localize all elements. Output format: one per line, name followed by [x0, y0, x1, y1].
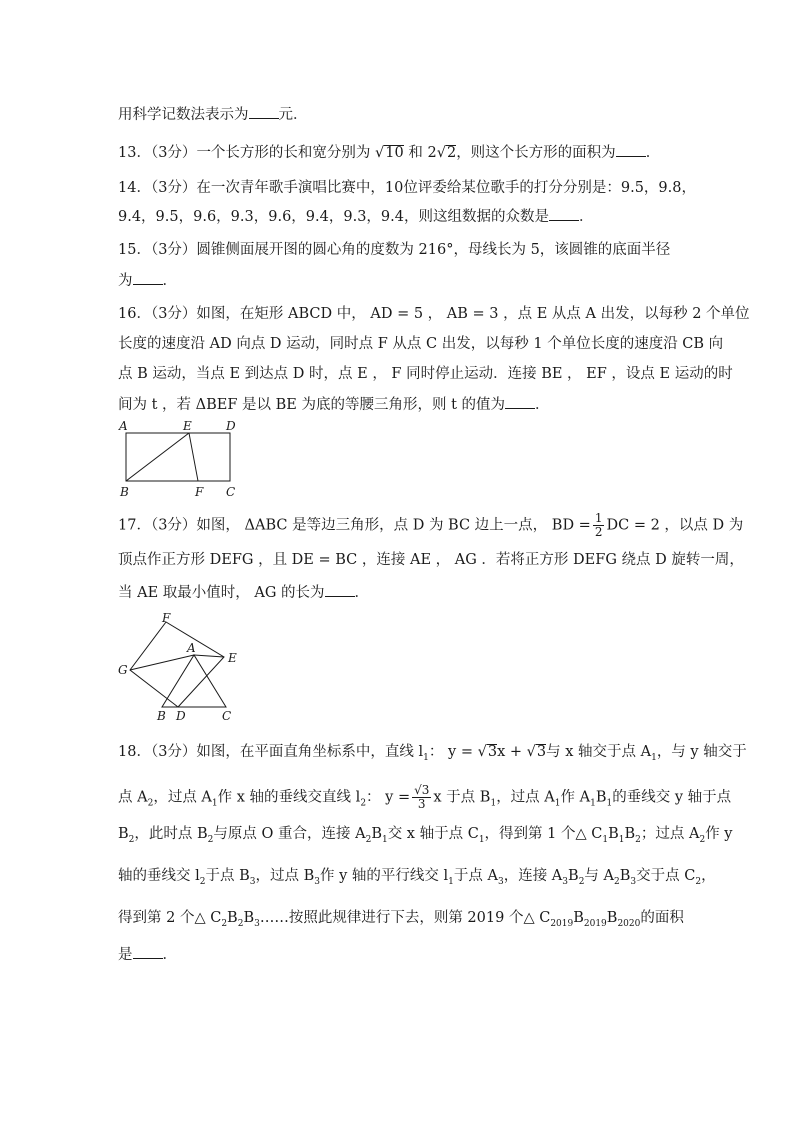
subscript: 1 — [490, 798, 497, 809]
subscript: 2 — [365, 834, 372, 845]
q18-text: 得到第 2 个△ C — [118, 910, 222, 926]
subscript: 1 — [590, 798, 596, 809]
q18-text: B — [118, 826, 129, 842]
subscript: 1 — [618, 834, 625, 845]
q15-line-2 — [118, 270, 177, 291]
q18-line-2 — [118, 784, 731, 813]
q13-and: 和 — [408, 145, 423, 161]
q18-text: x + — [497, 744, 522, 760]
q18-text: ……按照此规律进行下去，则第 2019 个△ C — [259, 910, 551, 926]
q18-text: ，与 y 轴交于 — [656, 744, 747, 760]
subscript: 1 — [606, 798, 613, 809]
q12-continuation — [118, 104, 308, 125]
q18-text: 的垂线交 y 轴于点 — [612, 789, 732, 806]
q18-text: 是 — [118, 947, 133, 963]
q18-text: 与原点 O 重合，连接 A — [213, 826, 366, 842]
q16-line-1: 16．（3分）如图，在矩形 ABCD 中， AD = 5 ， AB = 3 ，点 E 从点 A 出发，以每秒 2 个单位 — [118, 306, 750, 322]
q14-text: 9.4，9.5，9.6，9.3，9.6，9.4，9.3，9.4，则这组数据的众数是 — [118, 209, 549, 225]
label-b: B — [120, 485, 129, 499]
q18-text: 于点 A — [453, 868, 498, 884]
subscript: 1 — [381, 834, 388, 845]
subscript: 2 — [237, 918, 244, 929]
fraction-sqrt3-over-3 — [412, 784, 431, 811]
q18-text: 的面积 — [640, 910, 684, 926]
subscript: 2 — [147, 798, 154, 809]
subscript: 2 — [221, 918, 228, 929]
sqrt-3: 3 — [487, 744, 498, 760]
answer-blank[interactable] — [616, 142, 646, 157]
subscript: 1 — [554, 798, 561, 809]
subscript: 2019 — [583, 918, 607, 929]
q18-text: B — [619, 868, 631, 884]
q18-text: 与 x 轴交于点 A — [546, 744, 652, 760]
q14-end: ． — [578, 209, 594, 225]
q18-text: ： y = — [428, 744, 473, 760]
subscript: 2 — [360, 798, 367, 809]
q18-text: B — [243, 910, 255, 926]
triangle-abc — [162, 655, 226, 707]
q18-text: 交 x 轴于点 C — [387, 826, 479, 842]
q18-text: B — [624, 826, 636, 842]
q16-text: 间为 t ，若 ΔBEF 是以 BE 为底的等腰三角形，则 t 的值为 — [118, 397, 506, 413]
q18-text: ： y = — [366, 789, 411, 806]
segment-ae — [194, 655, 224, 657]
subscript: 1 — [448, 876, 454, 887]
subscript: 3 — [314, 876, 320, 887]
subscript: 2 — [695, 876, 702, 887]
answer-blank[interactable] — [133, 270, 163, 285]
q18-text: B — [371, 826, 382, 842]
triangle-square-figure — [114, 610, 244, 725]
coefficient-2: 2 — [427, 145, 437, 161]
q16-line-2: 长度的速度沿 AD 向点 D 运动，同时点 F 从点 C 出发，以每秒 1 个单位长度的速度沿 CB 向 — [118, 336, 724, 352]
q18-text: 点 A — [118, 789, 148, 806]
q18-text: ，过点 B — [255, 868, 315, 884]
square-defg — [130, 622, 224, 707]
label-d: D — [176, 709, 186, 723]
label-e: E — [183, 419, 192, 433]
subscript: 2019 — [550, 918, 574, 929]
q18-text: B — [595, 789, 607, 806]
sqrt-2: 2 — [446, 145, 457, 161]
label-d: D — [226, 419, 236, 433]
subscript: 3 — [630, 876, 637, 887]
q18-line-4 — [118, 866, 716, 892]
q18-text: 交于点 C — [636, 868, 696, 884]
label-b: B — [157, 709, 166, 723]
q18-text: B — [608, 826, 619, 842]
q18-text: ；过点 A — [640, 826, 700, 842]
subscript: 2 — [578, 876, 585, 887]
answer-blank[interactable] — [505, 394, 535, 409]
q18-text: 与 A — [584, 868, 615, 884]
label-f: F — [195, 485, 204, 499]
q18-line-1: 18．（3分）如图，在平面直角坐标系中，直线 $l_1$： y = √3x + √3与 x 轴交于点 $A_1$，与 y 轴交于 — [118, 744, 747, 763]
sqrt-3: 3 — [536, 744, 547, 760]
q18-text: ， — [701, 868, 716, 884]
q18-text: 18．（3分）如图，在平面直角坐标系中，直线 l — [118, 744, 424, 760]
q18-text: B — [573, 910, 584, 926]
label-a: A — [187, 641, 196, 655]
answer-blank[interactable] — [133, 944, 163, 959]
q13-text: 一个长方形的长和宽分别为 — [196, 145, 371, 161]
label-e: E — [228, 651, 237, 665]
subscript: 1 — [478, 834, 485, 845]
sqrt-10: 10 — [385, 145, 404, 161]
label-a: A — [119, 419, 128, 433]
q17-text: 当 AE 取最小值时， AG 的长为 — [118, 585, 325, 601]
subscript: 3 — [497, 876, 504, 887]
q18-text: 作 y 轴的平行线交 l — [319, 868, 449, 884]
q18-text: ，过点 A — [153, 789, 212, 806]
q17-text-b: DC = 2 ，以点 D 为 — [606, 517, 744, 534]
subscript: 2 — [635, 834, 641, 845]
q12-text: 用科学记数法表示为 — [118, 107, 249, 123]
subscript: 3 — [562, 876, 569, 887]
q13-number: 13．（3分） — [118, 145, 197, 161]
q16-end: ． — [535, 397, 550, 413]
segment-ef — [189, 433, 198, 481]
q13-text-2: ，则这个长方形的面积为 — [456, 145, 616, 161]
q18-text: B — [568, 868, 579, 884]
subscript: 1 — [423, 752, 429, 763]
subscript: 2 — [699, 834, 706, 845]
segment-be — [126, 433, 189, 481]
rectangle-abcd — [126, 433, 230, 481]
subscript: 1 — [651, 752, 657, 763]
subscript: 2 — [207, 834, 214, 845]
label-c: C — [226, 485, 236, 499]
question-13: 13．（3分）一个长方形的长和宽分别为 √10 和 2√2，则这个长方形的面积为 ． — [118, 142, 660, 163]
subscript: 3 — [254, 918, 260, 929]
q18-text: 轴的垂线交 l — [118, 868, 200, 884]
label-c: C — [222, 709, 232, 723]
fraction-numerator: 1 — [594, 511, 603, 525]
fraction-numerator: √3 — [414, 783, 430, 797]
fraction-half — [593, 512, 605, 539]
q16-line-4 — [118, 394, 550, 415]
q18-text: 作 x 轴的垂线交直线 l — [217, 789, 361, 806]
q12-text-end: 元． — [278, 107, 308, 123]
answer-blank[interactable] — [549, 206, 579, 221]
q18-text: ，得到第 1 个△ C — [484, 826, 603, 842]
q18-end: ． — [162, 947, 177, 963]
subscript: 3 — [249, 876, 256, 887]
q14-line-1: 14．（3分）在一次青年歌手演唱比赛中，10位评委给某位歌手的打分分别是：9.5，9.8， — [118, 180, 696, 196]
q18-text: ，连接 A — [503, 868, 563, 884]
q17-text-a: 17．（3分）如图， ΔABC 是等边三角形，点 D 为 BC 边上一点， BD = — [118, 517, 591, 534]
q18-text: 于点 B — [205, 868, 250, 884]
q15-line-1: 15．（3分）圆锥侧面展开图的圆心角的度数为 216°，母线长为 5，该圆锥的底面半径 — [118, 242, 671, 258]
q18-text: 作 y — [705, 826, 733, 842]
q18-line-3 — [118, 824, 733, 850]
q18-text: ，过点 A — [496, 789, 555, 806]
q17-end: ． — [354, 585, 370, 601]
q18-text: B — [227, 910, 238, 926]
q17-line-2: 顶点作正方形 DEFG ，且 DE = BC ，连接 AE ， AG ．若将正方形 DEFG 绕点 D 旋转一周， — [118, 552, 744, 568]
label-f: F — [162, 611, 171, 625]
q17-line-3 — [118, 582, 369, 603]
subscript: 2 — [614, 876, 620, 887]
fraction-denominator: 2 — [594, 525, 603, 539]
q14-line-2 — [118, 206, 593, 227]
q15-text: 为 — [118, 273, 133, 289]
q18-text: x 于点 B — [433, 789, 491, 806]
answer-blank[interactable] — [249, 104, 279, 119]
fraction-denominator: 3 — [417, 797, 426, 811]
q13-end: ． — [645, 145, 661, 161]
subscript: 1 — [211, 798, 218, 809]
subscript: 2 — [128, 834, 135, 845]
q18-line-6 — [118, 944, 177, 965]
q18-line-5 — [118, 908, 684, 934]
label-g: G — [118, 663, 128, 677]
q16-line-3: 点 B 运动，当点 E 到达点 D 时，点 E ， F 同时停止运动．连接 BE ， EF ，设点 E 运动的时 — [118, 366, 733, 382]
q18-text: ，此时点 B — [134, 826, 208, 842]
q18-text: B — [606, 910, 618, 926]
subscript: 2 — [199, 876, 206, 887]
rectangle-figure — [116, 418, 246, 502]
answer-blank[interactable] — [325, 582, 355, 597]
q18-text: 作 A — [560, 789, 591, 806]
subscript: 1 — [602, 834, 609, 845]
q17-line-1 — [118, 512, 743, 539]
subscript: 2020 — [617, 918, 641, 929]
q15-end: ． — [162, 273, 177, 289]
